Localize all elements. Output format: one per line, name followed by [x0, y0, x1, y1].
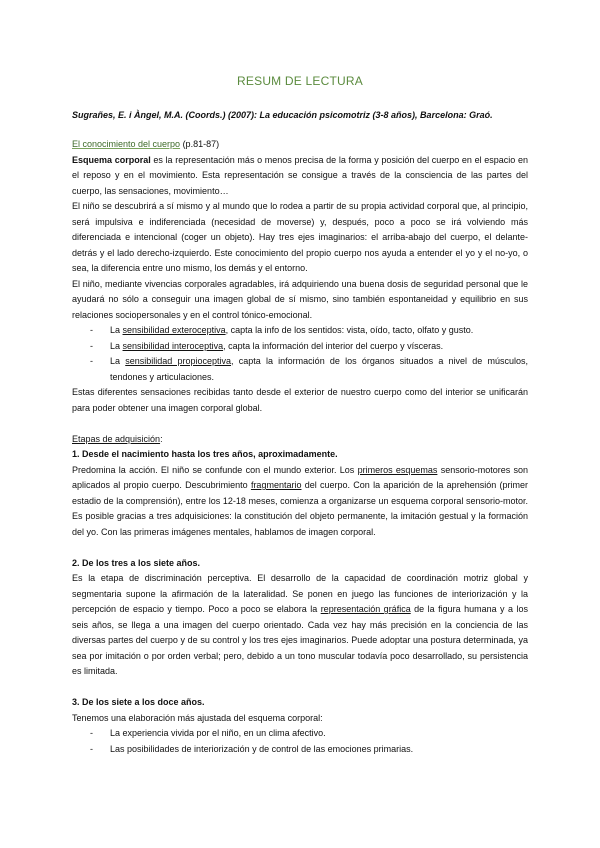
section-heading-link: El conocimiento del cuerpo [72, 139, 181, 149]
paragraph-text: de la figura humana y a los seis años, se llega a una imagen del cuerpo orientado. Cada vez hay más precisión en la conciencia de las diversas partes del cuerpo y de su control y los tres ejes imaginarios. Puede adoptar una postura determinada, ya sea por imitación o por orden verbal; pero, debido a un tono muscular todavía poco desarrollado, su persistencia es limitada. [72, 604, 528, 676]
stages-heading: Etapas de adquisición [72, 433, 161, 444]
list-item-text: , capta la información de los órganos situados a nivel de músculos, tendones y articulaciones. [110, 356, 528, 382]
paragraph-body-schema [72, 153, 528, 200]
stage-3-title: 3. De los siete a los doce años. [72, 697, 205, 707]
paragraph-text: Es la etapa de discriminación perceptiva. El desarrollo de la capacidad de coordinación motriz global y segmentaria supone la afirmación de la lateralidad. Se ponen en juego las funciones de interiorización y la percepción de espacio y tiempo. Poco a poco se elabora la [72, 573, 528, 614]
section-heading-stages [72, 432, 528, 448]
stage-2-paragraph [72, 571, 528, 680]
heading-colon: : [160, 433, 163, 444]
stage-3-intro: Tenemos una elaboración más ajustada del esquema corporal: [72, 712, 323, 723]
list-item-text: , capta la información del interior del cuerpo y vísceras. [223, 340, 444, 351]
term-primeros-esquemas: primeros esquemas [357, 464, 438, 475]
list-item: - La experiencia vivida por el niño, en un clima afectivo. [72, 726, 528, 742]
page-range: (p.81-87) [180, 139, 220, 149]
document-title: RESUM DE LECTURA [237, 74, 363, 88]
list-item-prefix: La [110, 340, 123, 351]
list-item [72, 354, 528, 385]
stage-3-list [72, 726, 528, 757]
paragraph-text: Predomina la acción. El niño se confunde con el mundo exterior. Los [72, 464, 358, 475]
list-item-prefix: La [110, 325, 123, 335]
spacer [72, 540, 528, 556]
paragraph-text: del cuerpo. Con la aparición de la aprehensión (primer estadio de la comprensión), entre los 12-18 meses, comienza a organizarse un esquema corporal sensorio-motor. Es posible gracias a tres adquisiciones: la constitución del objeto permanente, la imitación gestual y la formación del yo. Con las primeras imágenes mentales, hablamos de imagen corporal. [72, 480, 528, 537]
list-item [72, 339, 528, 355]
paragraph-sensations: Estas diferentes sensaciones recibidas tanto desde el exterior de nuestro cuerpo como del interior se unificarán para poder obtener una imagen corporal global. [72, 387, 528, 413]
paragraph-text: es la representación más o menos precisa de la forma y posición del cuerpo en el espacio en el reposo y en el movimiento. Esta representación se consigue a través de la consciencia de las partes del cuerpo, las sensaciones, movimiento… [72, 154, 528, 196]
sensibility-list [72, 323, 528, 385]
list-item-text: , capta la info de los sentidos: vista, oído, tacto, olfato y gusto. [225, 325, 474, 335]
paragraph-body-experiences: El niño, mediante vivencias corporales agradables, irá adquiriendo una buena dosis de seguridad personal que le ayudará no sólo a conseguir una imagen global de sí mismo, sino también espontaneidad y equilibrio en sus relaciones sociopersonales y en el control tónico-emocional. [72, 278, 528, 320]
stage-1-paragraph [72, 463, 528, 541]
bibliographic-citation: Sugrañes, E. i Àngel, M.A. (Coords.) (2007): La educación psicomotriz (3-8 años), Barcelona: Graó. [72, 110, 493, 120]
section-heading-body-knowledge [72, 137, 528, 153]
document-body [72, 137, 528, 757]
spacer [72, 680, 528, 696]
spacer [72, 416, 528, 432]
paragraph-text: sensorio-motores son aplicados al propio cuerpo. Descubrimiento [72, 464, 529, 490]
term-esquema-corporal: Esquema corporal [72, 154, 151, 165]
list-item [72, 323, 528, 339]
term-fragmentario: fragmentario [250, 480, 302, 490]
stage-2-title: 2. De los tres a los siete años. [72, 557, 201, 568]
term-representacion-grafica: representación gráfica [320, 604, 411, 614]
stage-1-title: 1. Desde el nacimiento hasta los tres años, aproximadamente. [72, 449, 338, 459]
term-exteroceptive: sensibilidad exteroceptiva [122, 325, 226, 335]
list-item: - Las posibilidades de interiorización y de control de las emociones primarias. [72, 742, 528, 758]
term-proprioceptive: sensibilidad propioceptiva [125, 356, 232, 366]
list-item-prefix: La [110, 356, 126, 366]
paragraph-self-discovery: El niño se descubrirá a sí mismo y al mundo que lo rodea a partir de su propia actividad corporal que, al principio, será impulsiva e indiferenciada (necesidad de moverse) y, después, poco a poco se irá volviendo más diferenciada e intencional (coger un objeto). Hay tres ejes imaginarios: el arriba-abajo del cuerpo, el delante-detrás y el lado derecho-izquierdo. Este conocimiento del propio cuerpo nos ayuda a entender el yo y el no-yo, o sea, la diferencia entre uno mismo, los demás y el entorno. [72, 201, 528, 273]
term-interoceptive: sensibilidad interoceptiva [122, 340, 224, 351]
